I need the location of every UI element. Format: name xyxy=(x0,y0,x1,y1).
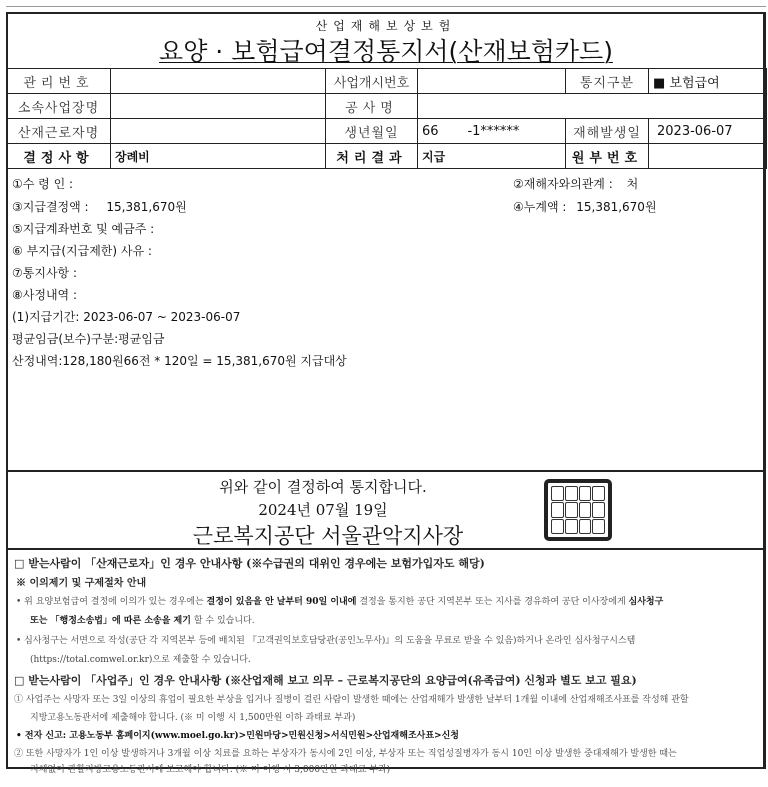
recipient-label: ①수 령 인 : xyxy=(12,177,74,191)
info-table xyxy=(6,68,767,169)
employer-item-1-line-2: 지방고용노동관서에 제출해야 합니다. (※ 미 이행 시 1,500만원 이하 과태료 부과) xyxy=(30,713,356,723)
signature-section xyxy=(8,472,764,550)
label-processing-result: 처리결과 xyxy=(326,144,418,169)
objection-text-b: 결정을 통지한 공단 지역본부 또는 지사를 경유하여 공단 이사장에게 xyxy=(356,597,629,607)
electronic-report-path: • 전자 신고: 고용노동부 홈페이지(www.moel.go.kr)>민원마당>민원신청>서식민원>산업재해조사표>신청 xyxy=(16,731,459,741)
info-row-decision xyxy=(7,144,767,169)
employer-item-2-line-2: 지체없이 관할지방고용노동관서에 보고해야 합니다. (※ 미 이행 시 3,000만원 과태료 부과) xyxy=(30,765,391,775)
employer-item-1-line-1: ① 사업주는 사망자 또는 3일 이상의 휴업이 필요한 부상을 입거나 질병이 걸린 사람이 발생한 때에는 산업재해가 발생한 날부터 1개월 이내에 산업재해조사표를 작성해 관할 xyxy=(14,695,689,705)
issuer-name: 근로복지공단 서울관악지사장 xyxy=(192,524,464,548)
info-row-worker xyxy=(7,119,767,144)
relation-value: 처 xyxy=(626,177,639,191)
cumulative-amount-value: 15,381,670원 xyxy=(576,200,657,214)
worker-guidance-heading: □ 받는사람이 「산재근로자」인 경우 안내사항 (※수급권의 대위인 경우에는 보험가입자도 해당) xyxy=(14,557,485,570)
label-decision: 결정사항 xyxy=(7,144,111,169)
label-worker-name: 산재근로자명 xyxy=(7,119,111,144)
label-accident-date: 재해발생일 xyxy=(566,119,649,144)
top-rule xyxy=(6,6,766,7)
label-notice-type: 통지구분 xyxy=(566,69,649,94)
label-business-start-number: 사업개시번호 xyxy=(326,69,418,94)
value-notice-type: ■ 보험급여 xyxy=(649,69,767,94)
objection-deadline: 결정이 있음을 안 날부터 90일 이내에 xyxy=(206,597,357,607)
notice-statement: 위와 같이 결정하여 통지합니다. xyxy=(219,478,427,496)
value-processing-result: 지급 xyxy=(418,144,566,169)
decision-amount-field xyxy=(12,198,187,215)
non-payment-label: ⑥ 부지급(지급제한) 사유 : xyxy=(12,244,152,258)
decision-amount-label: ③지급결정액 : xyxy=(12,200,89,214)
payment-period: (1)지급기간: 2023-06-07 ~ 2023-06-07 xyxy=(12,310,241,324)
value-business-start-number xyxy=(418,69,566,94)
label-ledger-number: 원부번호 xyxy=(566,144,649,169)
objection-review-request: 심사청구 xyxy=(628,597,664,607)
account-label: ⑤지급계좌번호 및 예금주 : xyxy=(12,222,155,236)
objection-lawsuit: 또는 「행정소송법」에 따른 소송을 제기 xyxy=(30,616,191,626)
value-accident-date: 2023-06-07 xyxy=(649,119,767,144)
relation-label: ②재해자와의관계 : xyxy=(513,177,613,191)
value-ledger-number xyxy=(649,144,767,169)
cumulative-amount-field xyxy=(513,198,657,215)
label-workplace-name: 소속사업장명 xyxy=(7,94,111,119)
official-seal-icon xyxy=(544,479,612,541)
document-header xyxy=(8,14,764,70)
objection-line-1 xyxy=(16,594,663,607)
objection-text-c: 할 수 있습니다. xyxy=(193,616,255,626)
issue-date: 2024년 07월 19일 xyxy=(258,501,388,519)
decision-amount-value: 15,381,670원 xyxy=(106,200,187,214)
employer-guidance-heading: □ 받는사람이 「사업주」인 경우 안내사항 (※산업재해 보고 의무 – 근로복지공단의 요양급여(유족급여) 신청과 별도 보고 필요) xyxy=(14,674,637,687)
value-decision: 장례비 xyxy=(111,144,326,169)
value-birth-date: 66 -1****** xyxy=(418,119,566,144)
value-management-number xyxy=(111,69,326,94)
employer-item-2-line-1: ② 또한 사망자가 1인 이상 발생하거나 3개월 이상 치료를 요하는 부상자가 동시에 2인 이상, 부상자 또는 직업성질병자가 동시 10인 이상 발생한 중대재해가 발생한 때는 xyxy=(14,749,677,759)
objection-line-2 xyxy=(30,613,255,626)
cumulative-amount-label: ④누계액 : xyxy=(513,200,567,214)
label-project-name: 공사명 xyxy=(326,94,418,119)
guidance-section xyxy=(8,550,764,775)
calc-details-label: ⑧사정내역 : xyxy=(12,288,77,302)
review-request-line-2: (https://total.comwel.or.kr)으로 제출할 수 있습니다. xyxy=(30,655,251,665)
objection-heading: ※ 이의제기 및 구제절차 안내 xyxy=(16,578,147,589)
review-request-line-1: • 심사청구는 서면으로 작성(공단 각 지역본부 등에 배치된 『고객권익보호담당관(공인노무사)』의 도움을 무료로 받을 수 있음)하거나 온라인 심사청구시스템 xyxy=(16,636,636,646)
value-worker-name xyxy=(111,119,326,144)
document-subtitle: 산업재해보상보험 xyxy=(315,19,457,33)
details-section xyxy=(8,170,764,472)
label-management-number: 관리번호 xyxy=(7,69,111,94)
document-title: 요양 · 보험급여결정통지서(산재보험카드) xyxy=(159,37,613,66)
info-row-management xyxy=(7,69,767,94)
label-birth-date: 생년월일 xyxy=(326,119,418,144)
calculation-detail: 산정내역:128,180원66전 * 120일 = 15,381,670원 지급대상 xyxy=(12,354,347,368)
wage-type: 평균임금(보수)구분:평균임금 xyxy=(12,332,165,346)
objection-text-a: • 위 요양보험급여 결정에 이의가 있는 경우에는 xyxy=(16,597,207,607)
info-row-workplace xyxy=(7,94,767,119)
notice-document xyxy=(6,12,766,775)
value-project-name xyxy=(418,94,767,119)
relation-field xyxy=(513,175,638,192)
value-workplace-name xyxy=(111,94,326,119)
notice-items-label: ⑦통지사항 : xyxy=(12,266,77,280)
